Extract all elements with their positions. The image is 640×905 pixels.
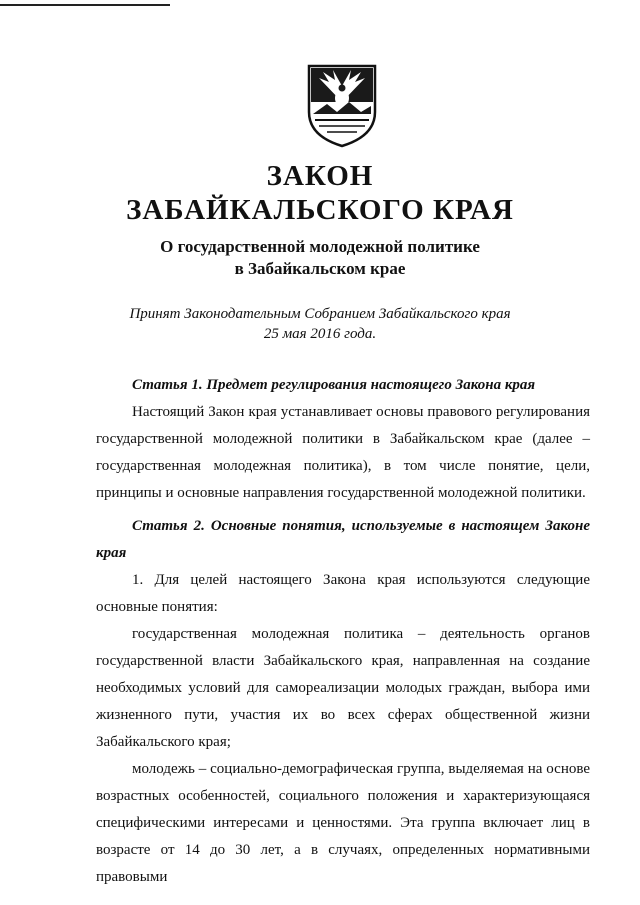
article2-paragraph2: государственная молодежная политика – деятельность органов государственной власти Забайкальского края, направленная на создание необходимых условий для самореализации молодых граждан, выбора ими жизненного пути, участия их во всех сферах общественной жизни Забайкальского края; (96, 626, 590, 750)
document-title-line1: ЗАКОН (266, 160, 374, 192)
adoption-line2: 25 мая 2016 года. (263, 326, 377, 342)
article1-text: Настоящий Закон края устанавливает основы правового регулирования государственной молодежной политики в Забайкальском крае (далее – государственная молодежная политика), в том числе понятие, цели, принципы и основные направления государственной молодежной политики. (96, 404, 590, 501)
subtitle-line2: в Забайкальском крае (234, 259, 406, 278)
document-body (96, 372, 590, 891)
adoption-line1: Принят Законодательным Собранием Забайкальского края (129, 306, 511, 322)
subtitle-line1: О государственной молодежной политике (160, 237, 480, 256)
top-rule (0, 4, 170, 6)
article2-paragraph1: 1. Для целей настоящего Закона края используются следующие основные понятия: (96, 572, 590, 615)
article2-paragraph3: молодежь – социально-демографическая группа, выделяемая на основе возрастных особенностей, социального положения и характеризующаяся специфическими интересами и ценностями. Эта группа включает лиц в возрасте от 14 до 30 лет, а в случаях, определенных нормативными правовыми (96, 761, 590, 885)
article1-heading: Статья 1. Предмет регулирования настоящего Закона края (132, 377, 536, 393)
document-title-line2: ЗАБАЙКАЛЬСКОГО КРАЯ (126, 194, 514, 226)
adoption-note (0, 304, 640, 344)
article2-heading: Статья 2. Основные понятия, используемые в настоящем Законе края (96, 518, 590, 561)
coat-of-arms-icon (305, 62, 379, 148)
document-subtitle (0, 236, 640, 280)
